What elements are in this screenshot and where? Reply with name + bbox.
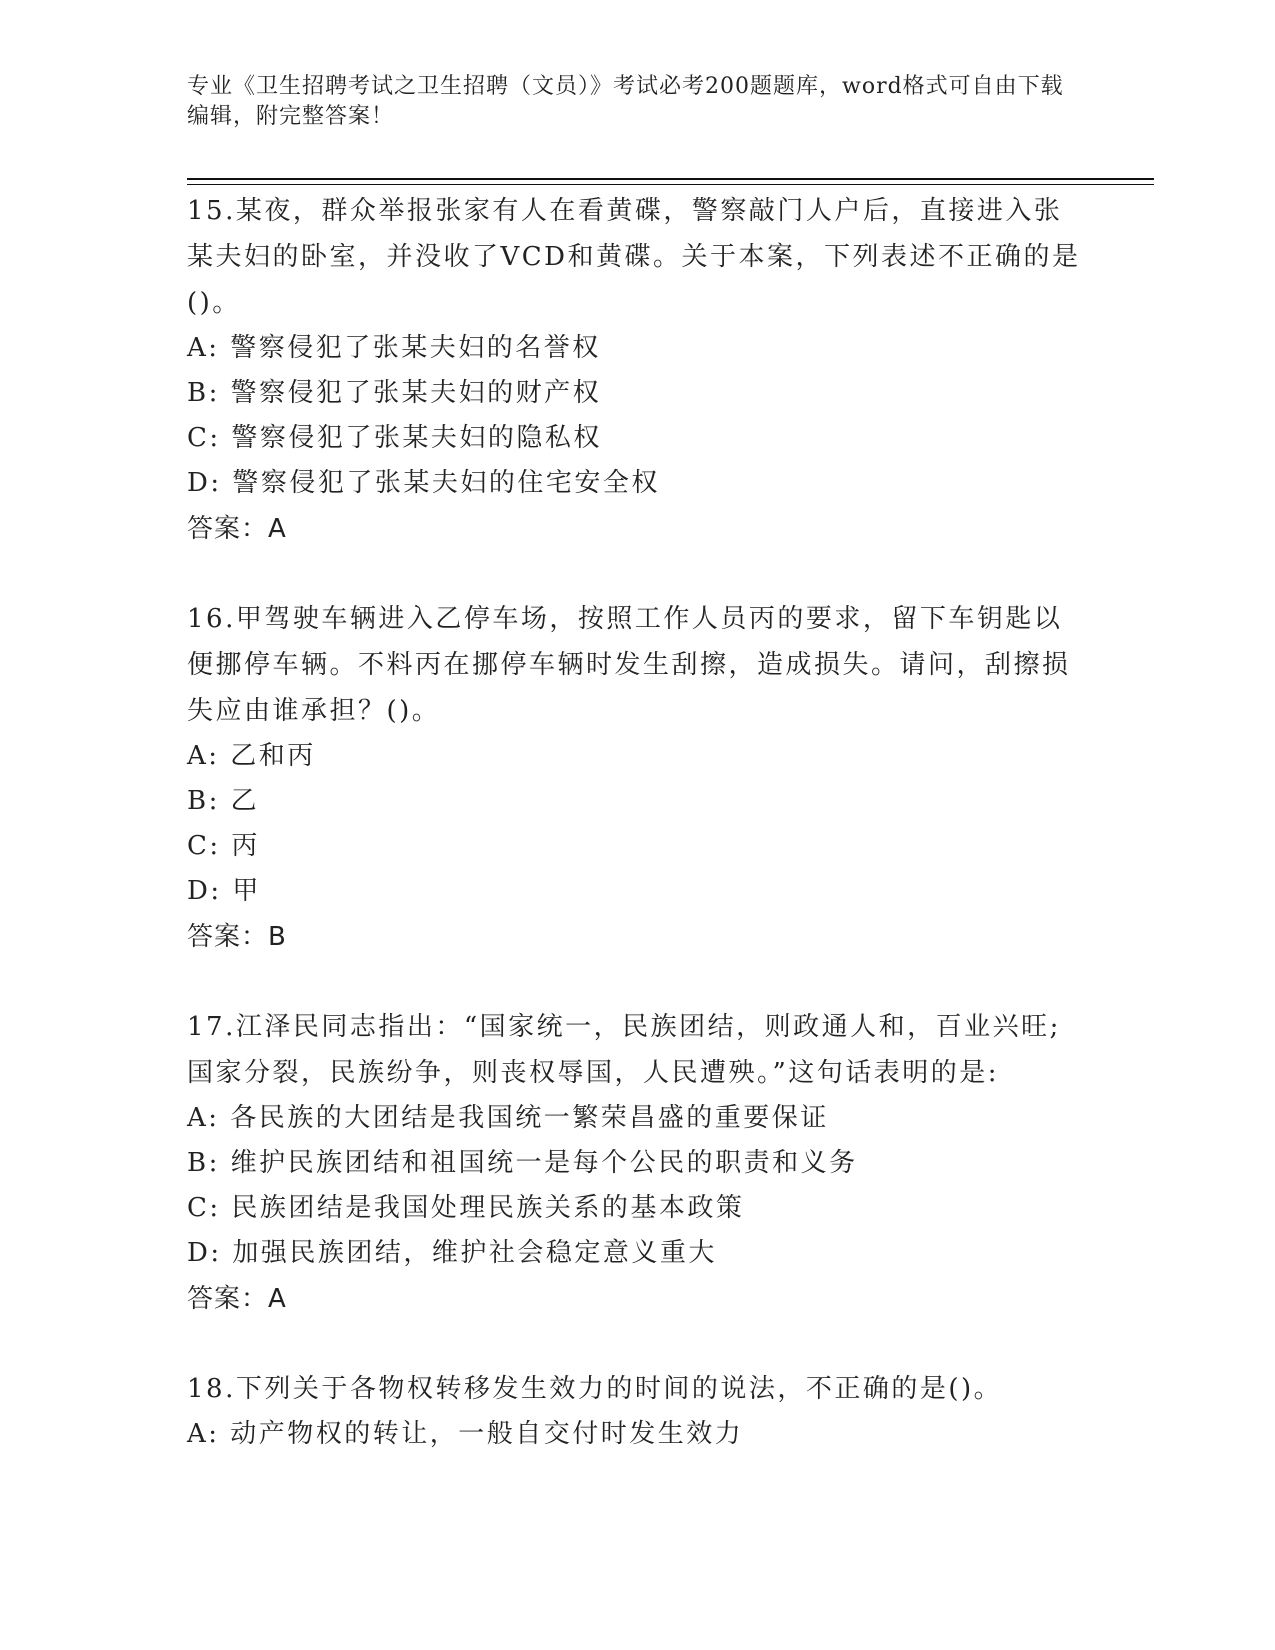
question-stem: 17.江泽民同志指出：“国家统一，民族团结，则政通人和，百业兴旺;国家分裂，民族纷争，则丧权辱国，人民遭殃。”这句话表明的是: xyxy=(187,1012,1061,1088)
option-c: C: 丙 xyxy=(187,831,260,861)
question-18 xyxy=(187,1366,1087,1457)
document-header: 专业《卫生招聘考试之卫生招聘（文员）》考试必考200题题库，word格式可自由下载编辑，附完整答案！ xyxy=(187,74,1064,129)
option-d: D: 警察侵犯了张某夫妇的住宅安全权 xyxy=(187,468,660,498)
question-15 xyxy=(187,188,1087,552)
question-stem: 18.下列关于各物权转移发生效力的时间的说法，不正确的是()。 xyxy=(187,1374,1003,1404)
question-stem: 16.甲驾驶车辆进入乙停车场，按照工作人员丙的要求，留下车钥匙以便挪停车辆。不料丙在挪停车辆时发生刮擦，造成损失。请问，刮擦损失应由谁承担？()。 xyxy=(187,604,1071,726)
option-b: B: 警察侵犯了张某夫妇的财产权 xyxy=(187,378,602,408)
option-d: D: 甲 xyxy=(187,876,261,906)
answer-line: 答案：B xyxy=(187,922,287,952)
option-c: C: 警察侵犯了张某夫妇的隐私权 xyxy=(187,423,602,453)
option-c: C: 民族团结是我国处理民族关系的基本政策 xyxy=(187,1193,745,1223)
header-rule-thin xyxy=(187,184,1154,185)
option-a: A: 警察侵犯了张某夫妇的名誉权 xyxy=(187,333,601,363)
answer-line: 答案：A xyxy=(187,1284,287,1314)
question-list xyxy=(187,188,1087,1501)
option-a: A: 各民族的大团结是我国统一繁荣昌盛的重要保证 xyxy=(187,1103,829,1133)
header-rule-thick xyxy=(187,178,1154,180)
question-16 xyxy=(187,596,1087,960)
option-a: A: 乙和丙 xyxy=(187,741,316,771)
question-stem: 15.某夜，群众举报张家有人在看黄碟，警察敲门人户后，直接进入张某夫妇的卧室，并没收了VCD和黄碟。关于本案，下列表述不正确的是()。 xyxy=(187,196,1081,318)
option-b: B: 维护民族团结和祖国统一是每个公民的职责和义务 xyxy=(187,1148,858,1178)
option-d: D: 加强民族团结，维护社会稳定意义重大 xyxy=(187,1238,717,1268)
option-b: B: 乙 xyxy=(187,786,260,816)
answer-line: 答案：A xyxy=(187,514,287,544)
option-a: A: 动产物权的转让，一般自交付时发生效力 xyxy=(187,1419,744,1449)
question-17 xyxy=(187,1004,1087,1322)
